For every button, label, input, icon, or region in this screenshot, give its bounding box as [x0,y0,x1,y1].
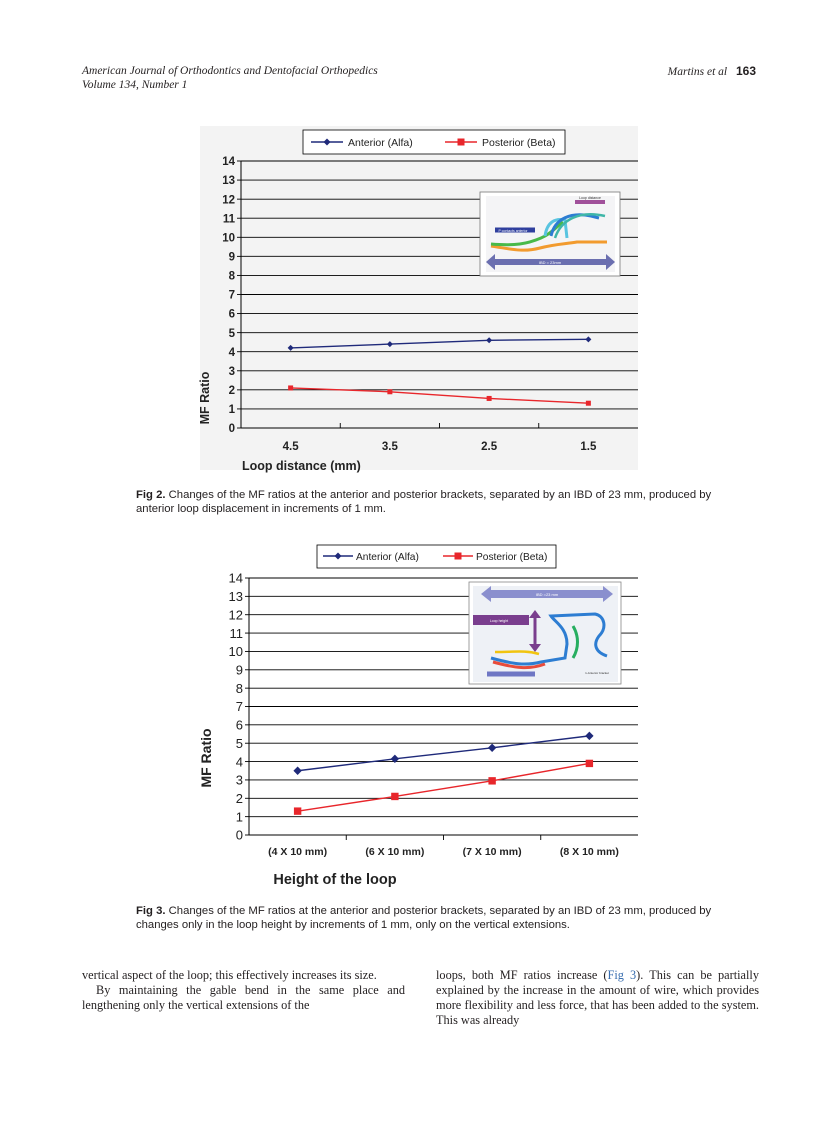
journal-title: American Journal of Orthodontics and Dentofacial Orthopedics [82,65,378,77]
body-column-left [82,968,405,1013]
fig3-inset-image [469,582,621,684]
fig2-legend [303,130,565,154]
y-tick-label: 12 [222,194,235,207]
x-tick-label: 2.5 [481,441,498,453]
data-point-posterior [488,777,495,784]
y-tick-label: 3 [228,365,235,378]
fig2-xlabel: Loop distance (mm) [242,459,361,473]
y-tick-label: 13 [228,589,243,605]
fig2-legend-posterior: Posterior (Beta) [482,137,556,149]
data-point-posterior [387,389,392,394]
data-point-anterior [488,744,496,752]
fig3-chart [195,540,643,890]
data-point-anterior [288,345,294,351]
x-tick-label: (4 X 10 mm) [268,846,328,858]
fig2-legend-marker-posterior [458,139,465,146]
data-point-posterior [391,793,398,800]
data-point-posterior [487,396,492,401]
body-paragraph: vertical aspect of the loop; this effectively increases its size. [82,968,377,982]
series-line-anterior [291,339,589,348]
y-tick-label: 3 [235,772,243,788]
fig3-inset-label-top: IBD =23 mm [535,592,559,597]
y-tick-label: 9 [228,251,235,264]
fig3-reference-link[interactable]: Fig 3 [607,968,637,982]
y-tick-label: 2 [235,790,243,806]
fig2-caption-label: Fig 2. [136,489,166,501]
series-line-anterior [298,736,590,771]
fig2-inset-label-left: P contacts anterior [498,229,528,233]
y-tick-label: 6 [228,308,235,321]
data-point-anterior [585,336,591,342]
y-tick-label: 14 [228,570,243,586]
fig3-legend-posterior: Posterior (Beta) [476,552,548,563]
fig3-caption-label: Fig 3. [136,905,166,917]
y-tick-label: 11 [229,625,243,641]
y-tick-label: 13 [222,175,235,188]
fig3-caption [136,904,726,932]
y-tick-label: 12 [228,607,243,623]
y-tick-label: 4 [228,346,235,359]
fig2-ylabel: MF Ratio [198,371,212,425]
data-point-posterior [288,385,293,390]
fig2-chart [195,126,643,476]
fig2-caption-text: Changes of the MF ratios at the anterior and posterior brackets, separated by an IBD of 23 mm, produced by anterior loop displacement in increments of 1 mm. [136,489,712,515]
fig2-legend-anterior: Anterior (Alfa) [348,137,413,149]
y-tick-label: 14 [222,156,235,169]
y-tick-label: 7 [235,699,243,715]
y-tick-label: 4 [235,754,243,770]
x-tick-label: 4.5 [282,441,299,453]
fig2-inset-label-bottom: IBD = 23mm [538,260,562,265]
y-tick-label: 0 [228,423,235,436]
y-tick-label: 1 [235,809,243,825]
fig3-ylabel: MF Ratio [198,728,214,788]
fig3-xlabel: Height of the loop [273,872,397,888]
running-header-left [82,64,378,92]
y-tick-label: 11 [222,213,235,226]
x-tick-label: 3.5 [381,441,398,453]
x-tick-label: (7 X 10 mm) [462,846,522,858]
x-tick-label: 1.5 [580,441,597,453]
x-tick-label: (6 X 10 mm) [365,846,425,858]
fig3-legend-marker-posterior [455,553,462,560]
body-text-span: ). This can be partially explained by the increase in the amount of wire, which provides more flexibility and less force, that has been added to the system. This was already [436,968,759,1027]
y-tick-label: 10 [228,644,243,660]
body-text-span: loops, both MF ratios increase ( [436,968,608,982]
fig3-caption-text: Changes of the MF ratios at the anterior and posterior brackets, separated by an IBD of 23 mm, produced by changes only in the loop height by increments of 1 mm, only on the vertical extensions. [136,905,712,931]
y-tick-label: 9 [235,662,243,678]
data-point-posterior [586,760,593,767]
fig2-inset-label-top: Loop distance [579,196,601,200]
y-tick-label: 7 [228,289,235,302]
fig3-legend [317,545,556,568]
data-point-posterior [294,807,301,814]
author-name: Martins et al [667,66,728,78]
fig3-inset-label-right: 1-Anterior bracket [585,671,609,675]
body-paragraph: By maintaining the gable bend in the same place and lengthening only the vertical extensions of the [82,983,405,1012]
y-tick-label: 2 [228,384,235,397]
y-tick-label: 10 [222,232,235,245]
data-point-anterior [293,767,301,775]
running-header-right [668,64,756,79]
journal-volume: Volume 134, Number 1 [82,79,188,91]
y-tick-label: 8 [235,680,243,696]
y-tick-label: 6 [235,717,243,733]
fig3-legend-anterior: Anterior (Alfa) [356,552,419,563]
y-tick-label: 0 [235,827,243,843]
data-point-posterior [586,401,591,406]
body-column-right [436,968,759,1028]
y-tick-label: 8 [228,270,235,283]
fig2-caption [136,488,716,516]
y-tick-label: 1 [228,404,235,417]
y-tick-label: 5 [235,735,243,751]
data-point-anterior [585,732,593,740]
body-paragraph [436,968,759,1028]
page-number: 163 [735,64,756,78]
y-tick-label: 5 [228,327,235,340]
fig3-inset-label-left: Loop height [489,619,509,623]
fig2-inset-image [480,192,620,276]
x-tick-label: (8 X 10 mm) [559,846,619,858]
data-point-anterior [486,337,492,343]
data-point-anterior [387,341,393,347]
series-line-posterior [298,763,590,811]
